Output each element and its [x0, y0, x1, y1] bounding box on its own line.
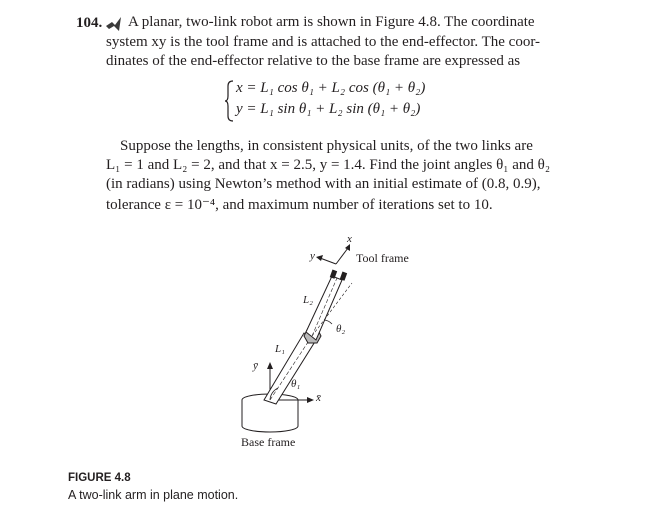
problem-line-5: L₁ = 1 and L₂ = 2, and that x = 2.5, y = 1.4. Find the joint angles θ₁ and θ₂: [106, 157, 551, 173]
figure-caption: A two-link arm in plane motion.: [68, 488, 239, 502]
y-bar-label: ȳ: [253, 360, 258, 372]
matlab-icon: [106, 17, 122, 31]
base-frame-label: Base frame: [241, 435, 296, 449]
tool-frame-label: Tool frame: [356, 251, 409, 265]
tool-y-label: y: [310, 250, 315, 262]
problem-number: 104.: [76, 15, 103, 31]
tool-x-label: x: [347, 233, 352, 245]
L2-label: L₂: [303, 294, 313, 306]
tool-frame-axes: [316, 244, 350, 264]
problem-line-3: dinates of the end-effector relative to the base frame are expressed as: [106, 53, 521, 69]
equation-y: y = L₁ sin θ₁ + L₂ sin (θ₁ + θ₂): [236, 101, 421, 117]
problem-line-4: Suppose the lengths, in consistent physical units, of the two links are: [120, 138, 533, 154]
equation-x: x = L₁ cos θ₁ + L₂ cos (θ₁ + θ₂): [236, 80, 426, 96]
theta2-label: θ₂: [336, 323, 346, 335]
equation-brace: [225, 80, 235, 122]
theta1-label: θ₁: [291, 378, 301, 390]
x-bar-label: x̄: [316, 392, 321, 404]
figure-title: FIGURE 4.8: [68, 472, 131, 484]
L1-label: L₁: [275, 343, 285, 355]
problem-line-2: system xy is the tool frame and is attached to the end-effector. The coor-: [106, 34, 541, 50]
problem-line-7: tolerance ε = 10⁻⁴, and maximum number of iterations set to 10.: [106, 197, 493, 213]
problem-line-1: A planar, two-link robot arm is shown in Figure 4.8. The coordinate: [128, 14, 535, 30]
problem-line-6: (in radians) using Newton’s method with an initial estimate of (0.8, 0.9),: [106, 176, 541, 192]
